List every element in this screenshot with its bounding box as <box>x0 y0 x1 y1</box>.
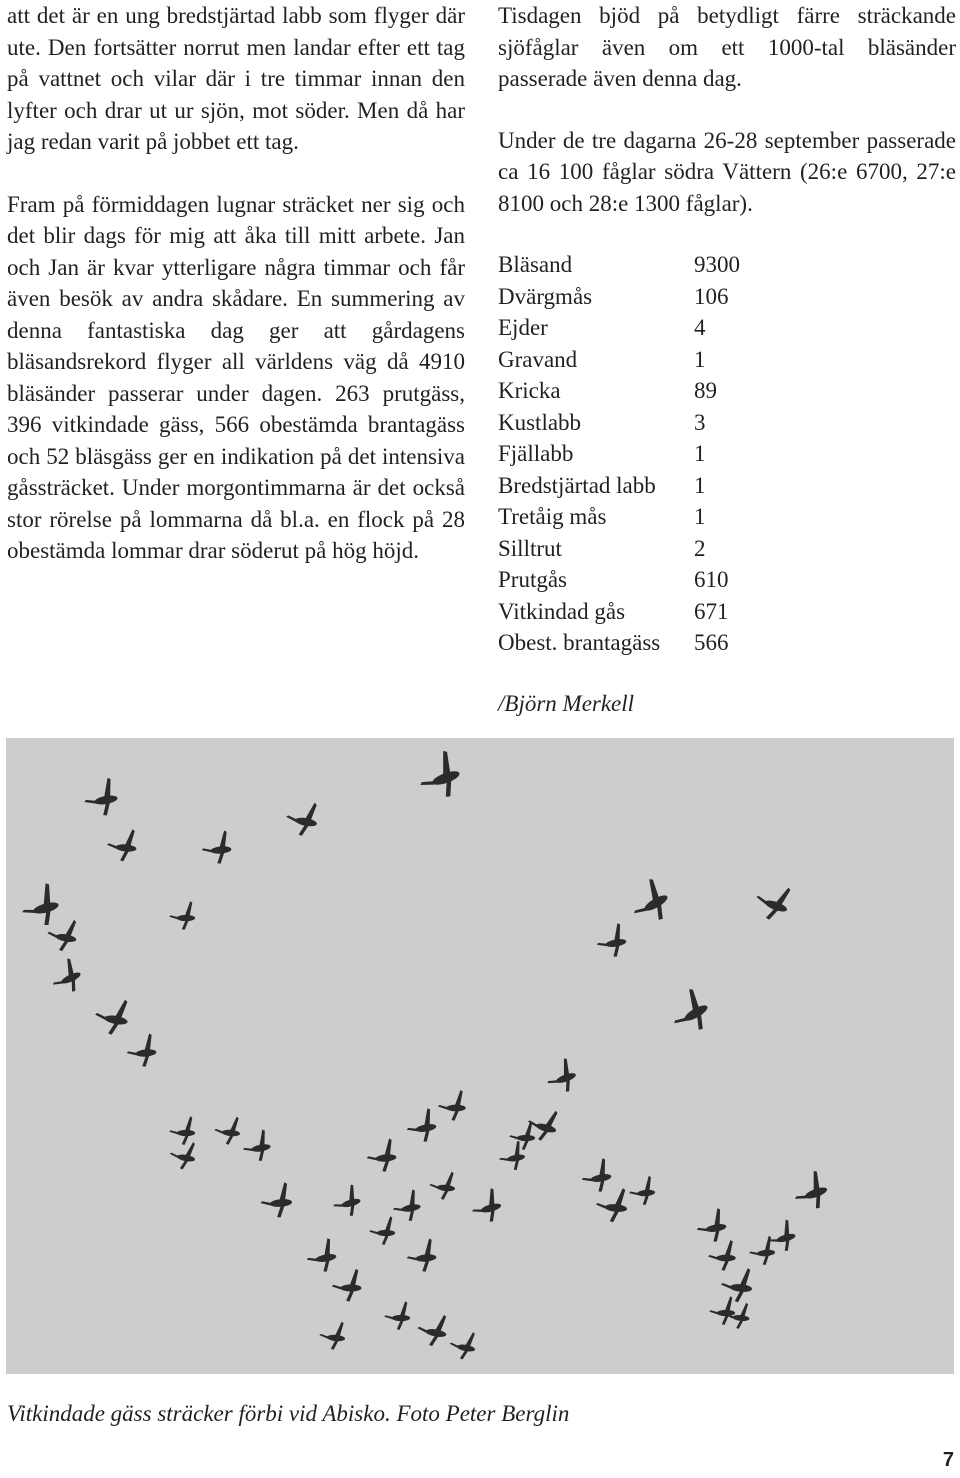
tally-species: Ejder <box>498 315 548 340</box>
tally-count: 671 <box>694 598 729 624</box>
tally-row <box>498 627 956 659</box>
tally-species: Gravand <box>498 346 578 372</box>
page-number: 7 <box>942 1449 954 1471</box>
tally-row <box>498 312 956 344</box>
tally-count: 1 <box>694 441 706 466</box>
tally-count: 1 <box>694 504 706 529</box>
tally-species: Fjällabb <box>498 441 574 466</box>
tally-species: Obest. brantagäss <box>498 630 661 655</box>
tally-row <box>498 344 956 376</box>
tally-species: Prutgås <box>498 567 567 592</box>
tally-count: 610 <box>694 567 729 592</box>
tally-species: Tretåig mås <box>498 504 607 529</box>
tally-species: Bläsand <box>498 252 573 277</box>
article-paragraph: Under de tre dagarna 26-28 september passerade ca 16 100 fåglar södra Vättern (26:e 6700, 27:e 8100 och 28:e 1300 fåglar). <box>498 127 956 216</box>
tally-species: Bredstjärtad labb <box>498 472 656 498</box>
tally-row <box>498 470 956 502</box>
tally-count: 106 <box>694 283 729 309</box>
tally-row <box>498 596 956 628</box>
tally-count: 89 <box>694 378 717 403</box>
tally-row <box>498 281 956 313</box>
article-paragraph: Fram på förmiddagen lugnar sträcket ner sig och det blir dags för mig att åka till mitt arbete. Jan och Jan är kvar ytterligare några timmar och får även besök av andra skådare. En summering av denna fantastiska dag ger att gårdagens bläsandsrekord flyger all världens väg då 4910 bläsänder passerar under dagen. 263 prutgäss, 396 vitkindade gäss, 566 obestämda brantagäss och 52 bläsgäss ger en indikation på det intensiva gåssträcket. Under morgontimmarna är det också stor rörelse på lommarna då bl.a. en flock på 28 obestämda lommar drar söderut på hög höjd. <box>7 191 465 563</box>
bird-tally-list <box>498 249 956 659</box>
tally-row <box>498 564 956 596</box>
geese-photo <box>6 738 954 1374</box>
tally-row <box>498 501 956 533</box>
tally-species: Dvärgmås <box>498 283 593 309</box>
tally-count: 2 <box>694 535 706 561</box>
tally-row <box>498 533 956 565</box>
tally-count: 4 <box>694 315 706 340</box>
tally-count: 3 <box>694 409 706 435</box>
tally-species: Kustlabb <box>498 409 582 435</box>
tally-row <box>498 375 956 407</box>
flock-illustration <box>6 738 954 1374</box>
tally-count: 9300 <box>694 252 740 277</box>
tally-count: 566 <box>694 630 729 655</box>
article-left-column <box>7 0 465 598</box>
tally-count: 1 <box>694 346 706 372</box>
tally-species: Vitkindad gås <box>498 598 626 624</box>
author-signature: /Björn Merkell <box>498 691 635 716</box>
tally-row <box>498 407 956 439</box>
article-right-column <box>498 0 956 659</box>
tally-row <box>498 438 956 470</box>
tally-species: Silltrut <box>498 535 562 561</box>
tally-row <box>498 249 956 281</box>
tally-species: Kricka <box>498 378 561 403</box>
tally-count: 1 <box>694 472 706 498</box>
article-paragraph: att det är en ung bredstjärtad labb som flyger där ute. Den fortsätter norrut men landar efter ett tag på vattnet och vilar där i tre timmar innan den lyfter och drar ut ur sjön, mot söder. Men då har jag redan varit på jobbet ett tag. <box>7 3 465 154</box>
article-paragraph: Tisdagen bjöd på betydligt färre sträckande sjöfåglar även om ett 1000-tal bläsänder passerade även denna dag. <box>498 3 956 91</box>
photo-caption: Vitkindade gäss sträcker förbi vid Abisko. Foto Peter Berglin <box>7 1401 570 1426</box>
